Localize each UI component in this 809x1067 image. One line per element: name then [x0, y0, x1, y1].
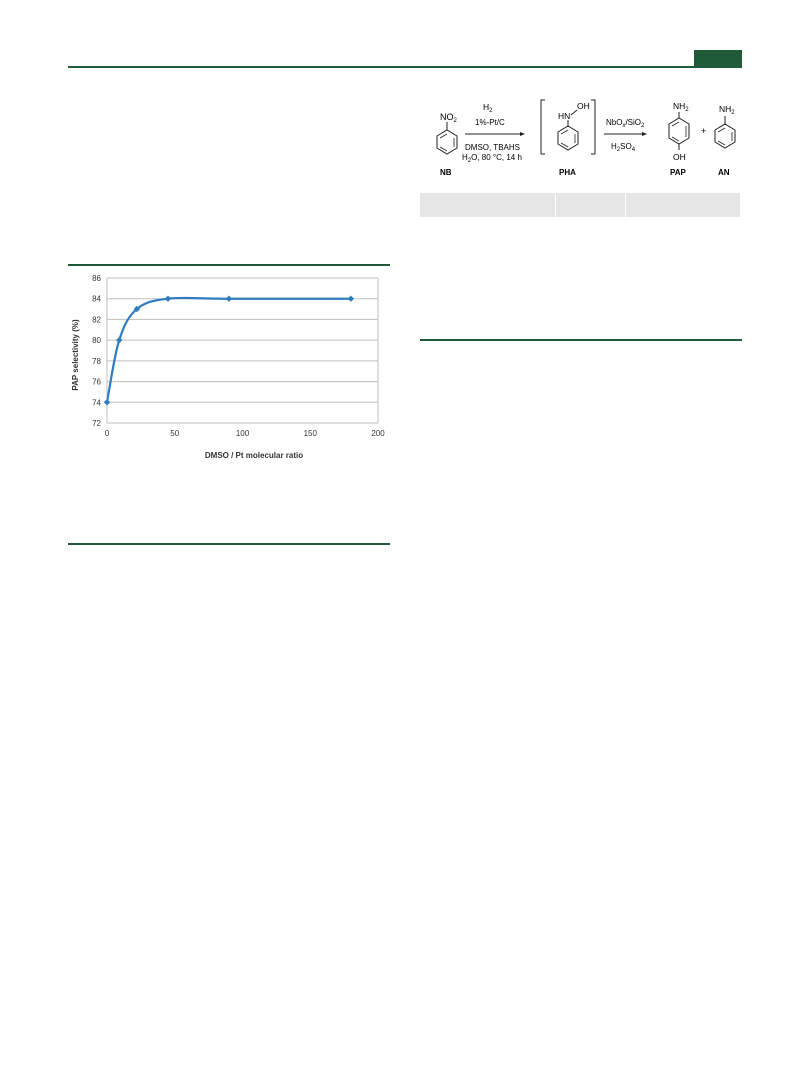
x-tick-labels: [105, 429, 385, 438]
x-tick-label: 50: [170, 429, 180, 438]
pha-hn-label: HN: [558, 111, 571, 121]
chart-series: [104, 296, 354, 406]
x-tick-label: 100: [235, 429, 250, 438]
data-point: [165, 296, 171, 302]
x-tick-label: 200: [371, 429, 385, 438]
pap-oh-label: OH: [673, 152, 686, 162]
catalyst-label: 1%-Pt/C: [475, 118, 505, 127]
an-nh2-label: $NH_2$: [719, 104, 735, 116]
conditions-line2: $H_2O$, 80 °C, 14 h: [462, 153, 522, 164]
reaction-scheme: [415, 94, 745, 189]
header-rule: [68, 66, 742, 68]
pap-nh2-label: $NH_2$: [673, 101, 689, 113]
y-tick-label: 74: [92, 398, 101, 408]
header-tab: [694, 50, 742, 66]
an-label: AN: [718, 168, 730, 177]
x-axis-label: DMSO / Pt molecular ratio: [204, 451, 304, 460]
reagent-h2: $H_2$: [483, 102, 493, 114]
y-tick-label: 86: [92, 274, 101, 283]
plus-sign: +: [701, 126, 707, 136]
caption-bar-divider: [555, 193, 556, 217]
series-line: [107, 298, 351, 402]
data-point: [116, 337, 122, 343]
pha-label: PHA: [559, 168, 576, 177]
y-axis-label: PAP selectivity (%): [71, 319, 80, 391]
scheme-caption-bar: [420, 193, 740, 217]
caption-bar-divider: [625, 193, 626, 217]
y-tick-label: 76: [92, 377, 101, 387]
nb-no2-label: $NO_2$: [440, 112, 457, 124]
step2-reagent-top: NbO$_x$/SiO$_2$: [606, 118, 645, 129]
data-point: [348, 296, 354, 302]
right-column-rule: [420, 339, 742, 341]
data-point: [226, 296, 232, 302]
pap-label: PAP: [670, 168, 686, 177]
y-tick-label: 84: [92, 294, 101, 304]
pap-structure: [669, 101, 689, 162]
y-tick-labels: [92, 274, 101, 428]
an-structure: [715, 104, 735, 148]
nb-label: NB: [440, 168, 452, 177]
pha-oh-label: OH: [577, 101, 590, 111]
x-tick-label: 0: [104, 429, 110, 438]
figure-bottom-rule: [68, 543, 390, 545]
y-tick-label: 72: [92, 419, 101, 428]
pha-structure: [541, 100, 595, 154]
figure-top-rule: [68, 264, 390, 266]
conditions-line1: DMSO, TBAHS: [465, 143, 520, 152]
step2-reagent-bottom: $H_2SO_4$: [611, 142, 636, 153]
y-tick-label: 82: [92, 315, 101, 325]
y-tick-label: 80: [92, 336, 101, 346]
selectivity-chart: [68, 268, 390, 468]
data-point: [104, 399, 110, 405]
y-tick-label: 78: [92, 356, 101, 366]
x-tick-label: 150: [303, 429, 317, 438]
nb-structure: [437, 112, 458, 154]
